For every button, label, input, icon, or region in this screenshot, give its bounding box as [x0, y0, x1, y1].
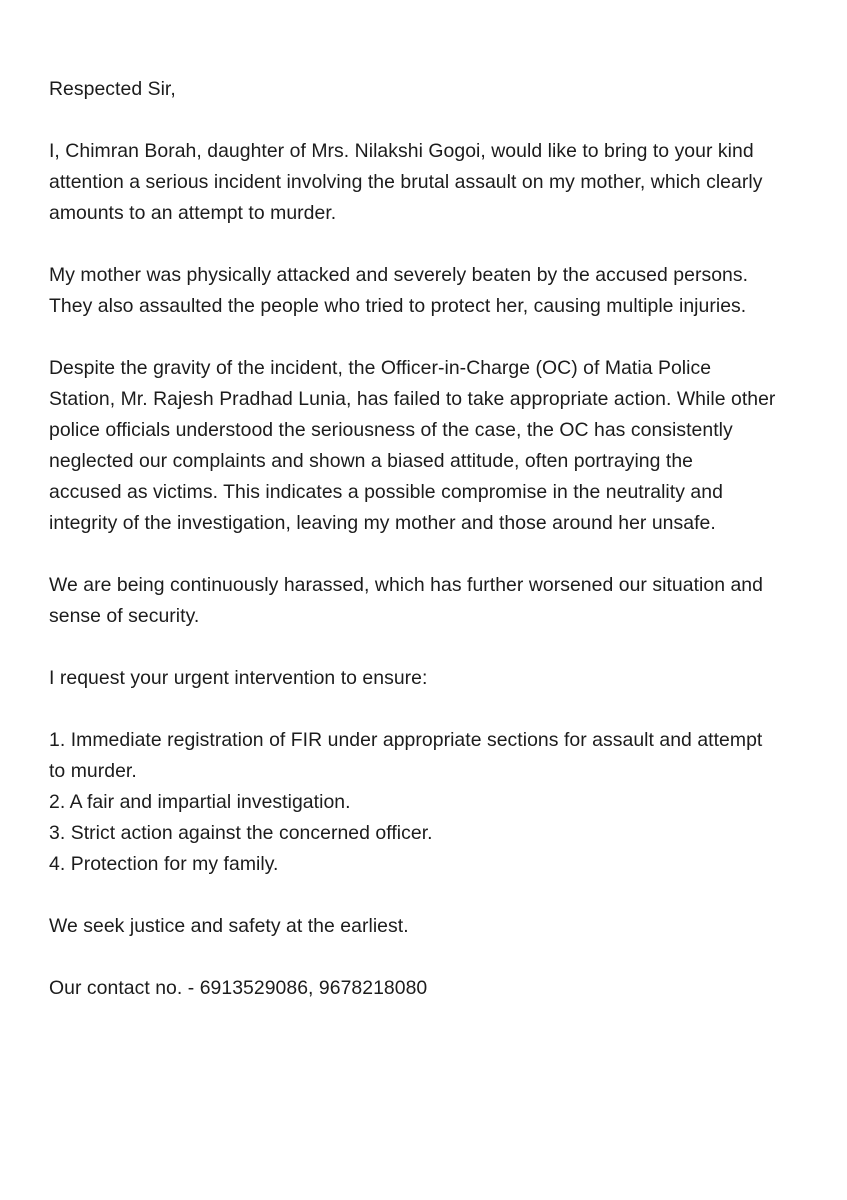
attack-paragraph: My mother was physically attacked and severely beaten by the accused persons. They also assaulted the people who tried to protect her, causing multiple injuries.	[49, 264, 749, 317]
request-item-4: 4. Protection for my family.	[49, 853, 279, 875]
request-item-3: 3. Strict action against the concerned officer.	[49, 822, 433, 844]
intro-paragraph: I, Chimran Borah, daughter of Mrs. Nilakshi Gogoi, would like to bring to your kind attention a serious incident involving the brutal assault on my mother, which clearly amounts to an attempt to murder.	[49, 140, 763, 224]
complaint-letter	[49, 74, 839, 1035]
salutation: Respected Sir,	[49, 78, 176, 100]
contact-line: Our contact no. - 6913529086, 9678218080	[49, 977, 428, 999]
request-intro: I request your urgent intervention to ensure:	[49, 667, 428, 689]
officer-paragraph: Despite the gravity of the incident, the Officer-in-Charge (OC) of Matia Police Station, Mr. Rajesh Pradhad Lunia, has failed to take appropriate action. While other police officials understood the seriousness of the case, the OC has consistently neglected our complaints and shown a biased attitude, often portraying the accused as victims. This indicates a possible compromise in the neutrality and integrity of the investigation, leaving my mother and those around her unsafe.	[49, 357, 776, 534]
harassment-paragraph: We are being continuously harassed, which has further worsened our situation and sense of security.	[49, 574, 763, 627]
request-list	[49, 725, 839, 880]
request-item-1: 1. Immediate registration of FIR under appropriate sections for assault and attempt to murder.	[49, 729, 763, 782]
request-item-2: 2. A fair and impartial investigation.	[49, 791, 351, 813]
closing-line: We seek justice and safety at the earliest.	[49, 915, 409, 937]
